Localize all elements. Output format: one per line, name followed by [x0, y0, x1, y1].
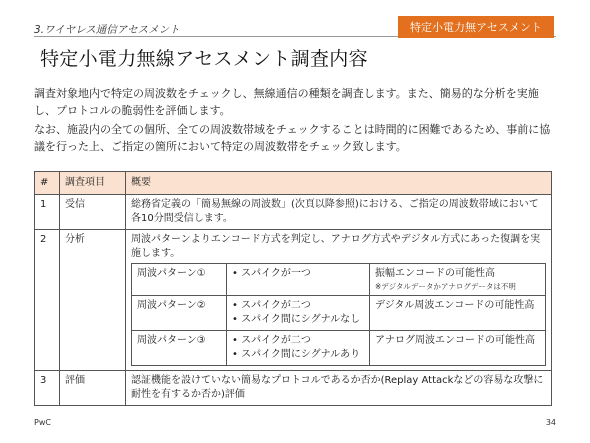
pattern-name: 周波パターン②: [132, 296, 227, 331]
column-header-item: 調査項目: [60, 172, 126, 195]
pattern-bullet: • スパイク間にシグナルなし: [232, 314, 361, 325]
note-paragraph: なお、施設内の全ての個所、全ての周波数帯域をチェックすることは時間的に困難であるため、事前に協議を行った上、ご指定の箇所において特定の周波数帯をチェック致します。: [34, 123, 551, 153]
pattern-bullet: • スパイクが二つ: [232, 335, 311, 346]
row-item: 分析: [60, 230, 126, 371]
intro-paragraph: 調査対象地内で特定の周波数をチェックし、無線通信の種類を調査します。また、簡易的な分析を実施し、プロトコルの脆弱性を評価します。: [34, 87, 539, 117]
pattern-bullet: • スパイク間にシグナルあり: [232, 349, 361, 360]
footer-brand: PwC: [34, 418, 51, 427]
pattern-bullet: • スパイクが二つ: [232, 300, 311, 311]
row-description-cell: [126, 230, 552, 371]
pattern-row: [132, 296, 546, 331]
row-item: 受信: [60, 195, 126, 230]
row-description: 認証機能を設けていない簡易なプロトコルであるか否か(Replay Attackなどの容易な攻撃に耐性を有するか否か)評価: [126, 371, 552, 406]
pattern-name: 周波パターン①: [132, 264, 227, 296]
row-number: 1: [35, 195, 60, 230]
section-tag: 特定小電力無アセスメント: [398, 16, 554, 38]
pattern-result: [370, 331, 546, 366]
pattern-note: ※デジタルデータかアナログデータは不明: [375, 282, 516, 291]
row-number: 3: [35, 371, 60, 406]
table-header-row: [35, 172, 552, 195]
pattern-result-text: 振幅エンコードの可能性高: [375, 268, 495, 279]
page-title: 特定小電力無線アセスメント調査内容: [40, 48, 368, 70]
pattern-table: [131, 263, 546, 366]
pattern-name: 周波パターン③: [132, 331, 227, 366]
page-number: 34: [545, 418, 556, 427]
column-header-summary: 概要: [126, 172, 552, 195]
pattern-bullet: • スパイクが一つ: [232, 268, 311, 279]
row-number: 2: [35, 230, 60, 371]
row-description: 周波パターンよりエンコード方式を判定し、アナログ方式やデジタル方式にあった復調を実施します。: [131, 234, 541, 259]
row-item: 評価: [60, 371, 126, 406]
table-row: [35, 195, 552, 230]
pattern-row: [132, 264, 546, 296]
column-header-num: #: [35, 172, 60, 195]
assessment-table: [34, 171, 552, 406]
pattern-bullets: [227, 296, 370, 331]
pattern-result: [370, 264, 546, 296]
pattern-result-text: アナログ周波エンコードの可能性高: [375, 335, 535, 346]
table-row: [35, 230, 552, 371]
pattern-bullets: [227, 331, 370, 366]
row-description: 総務省定義の「簡易無線の周波数」(次頁以降参照)における、ご指定の周波数帯域において各10分間受信します。: [126, 195, 552, 230]
table-row: [35, 371, 552, 406]
pattern-bullets: [227, 264, 370, 296]
section-label: 3.ワイヤレス通信アセスメント: [34, 24, 180, 36]
pattern-result: [370, 296, 546, 331]
pattern-result-text: デジタル周波エンコードの可能性高: [375, 300, 535, 311]
pattern-row: [132, 331, 546, 366]
